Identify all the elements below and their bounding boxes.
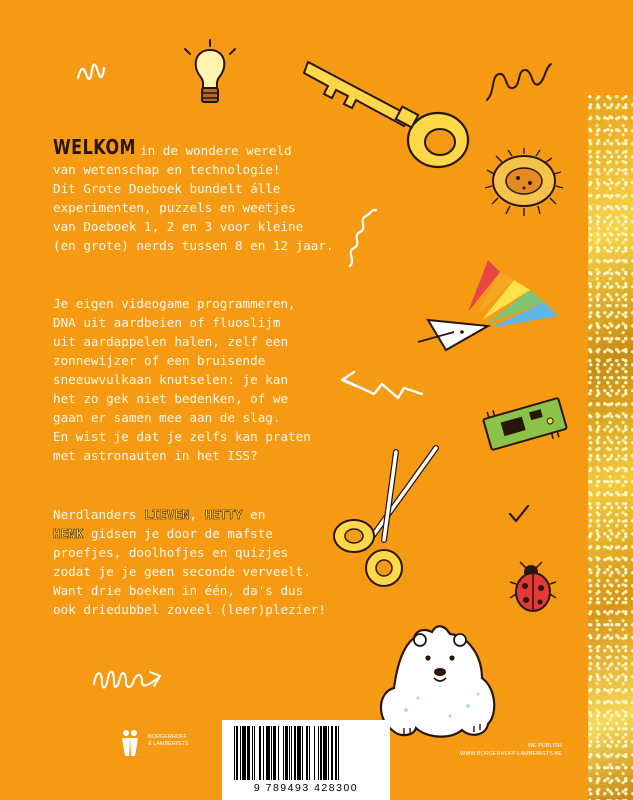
checkmark-icon (508, 504, 530, 524)
publisher-logo-icon (118, 728, 142, 758)
intro-line: experimenten, puzzels en weetjes (53, 200, 296, 215)
description-line: En wist je dat je zelfs kan praten (53, 429, 311, 444)
publisher-website: WWW.BORGERHOFF-LAMBERIGTS.BE (460, 751, 562, 757)
description-paragraph (53, 294, 311, 465)
hosts-line: Want drie boeken in één, da's dus (53, 583, 304, 598)
hosts-line (53, 505, 326, 524)
hosts-line: zodat je je geen seconde verveelt. (53, 564, 311, 579)
host-name-lieven: LIEVEN (144, 507, 190, 522)
barcode-bars (234, 726, 378, 780)
intro-line: van Doeboek 1, 2 en 3 voor kleine (53, 219, 304, 234)
hosts-line-2: gidsen je door de mafste (83, 526, 273, 541)
bacteria-icon (484, 148, 564, 218)
publisher-name-line-2: & LAMBERIGTS (148, 741, 189, 747)
lightbulb-icon (180, 40, 240, 110)
description-line: uit aardappelen halen, zelf een (53, 334, 289, 349)
description-line: DNA uit aardbeien of fluoslijm (53, 315, 281, 330)
description-line: gaan er samen mee aan de slag. (53, 410, 281, 425)
spiral-icon (485, 62, 555, 112)
squiggle-doodle-icon (76, 56, 116, 86)
intro-paragraph (53, 135, 334, 255)
intro-line: Dit Grote Doeboek bundelt álle (53, 181, 281, 196)
ladybug-icon (510, 562, 556, 614)
polar-bear-icon (370, 618, 510, 746)
description-line: zonnewijzer of een bruisende (53, 353, 266, 368)
barcode (222, 720, 390, 800)
intro-first-line (53, 135, 334, 160)
publisher-name-line-1: BORGERHOFF (148, 734, 187, 740)
intro-line: (en grote) nerds tussen 8 en 12 jaar. (53, 238, 334, 253)
barcode-bar (339, 726, 340, 780)
publisher-name (148, 734, 189, 748)
prism-icon (418, 250, 568, 360)
circuit-board-icon (480, 398, 570, 450)
hosts-separator: , (189, 507, 205, 522)
description-line: met astronauten in het ISS? (53, 448, 258, 463)
description-line: het zo gek niet bedenken, of we (53, 391, 289, 406)
publisher-tagline: WE PUBLISH (527, 743, 562, 749)
description-line: sneeuwvulkaan knutselen: je kan (53, 372, 289, 387)
hosts-paragraph (53, 505, 326, 619)
hosts-prefix: Nerdlanders (53, 507, 144, 522)
description-line: Je eigen videogame programmeren, (53, 296, 296, 311)
publisher-web-block (460, 742, 562, 758)
barcode-number: 9 789493 428300 (253, 782, 359, 794)
hosts-line: ook driedubbel zoveel (leer)plezier! (53, 602, 326, 617)
hosts-line: proefjes, doolhofjes en quizjes (53, 545, 289, 560)
spring-doodle-icon (346, 208, 380, 270)
host-name-henk: HENK (53, 526, 84, 541)
hosts-separator: en (242, 507, 266, 522)
gold-glitter-spine (588, 95, 633, 800)
welkom-heading: WELKOM (53, 135, 136, 159)
squiggle-arrow-doodle-icon (92, 656, 172, 696)
arrow-icon (338, 366, 424, 406)
hosts-line (53, 524, 326, 543)
intro-line: van wetenschap en technologie! (53, 162, 281, 177)
intro-line-1: in de wondere wereld (139, 143, 292, 158)
scissors-icon (330, 444, 450, 594)
host-name-hetty: HETTY (204, 507, 243, 522)
